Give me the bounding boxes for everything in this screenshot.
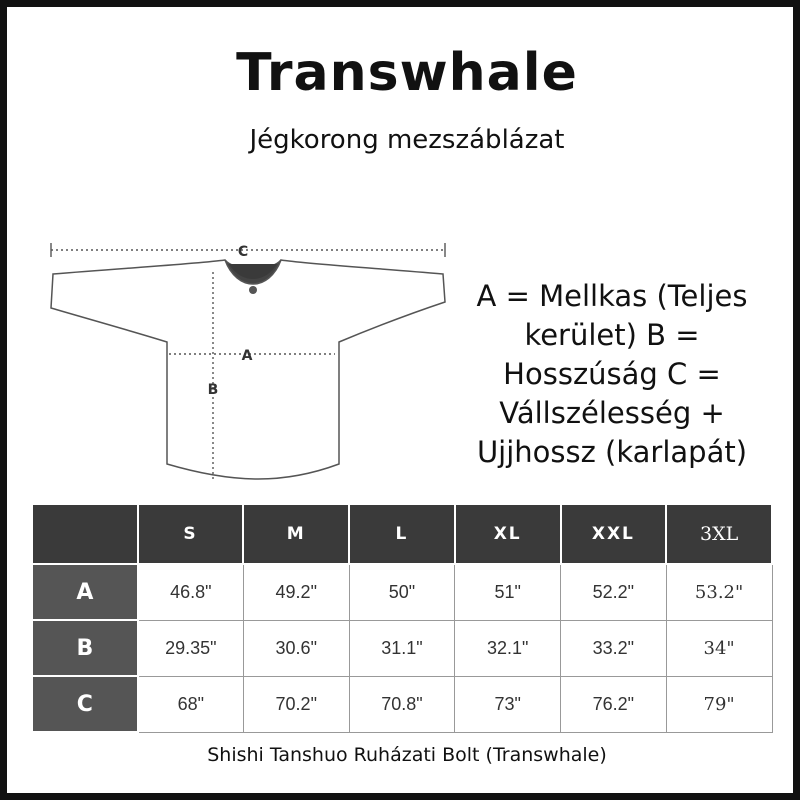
table-row	[32, 676, 772, 732]
header-size-xxl: XXL	[561, 504, 667, 564]
header-size-s: S	[138, 504, 244, 564]
label-b: B	[207, 382, 219, 398]
header-size-m: M	[243, 504, 349, 564]
table-cell: 46.8"	[138, 564, 244, 620]
table-cell: 70.2"	[243, 676, 349, 732]
table-cell: 34"	[666, 620, 772, 676]
table-row	[32, 620, 772, 676]
shop-footer: Shishi Tanshuo Ruházati Bolt (Transwhale)	[207, 744, 607, 766]
header-size-l: L	[349, 504, 455, 564]
table-cell: 30.6"	[243, 620, 349, 676]
chart-subtitle: Jégkorong mezszáblázat	[249, 125, 565, 155]
table-cell: 51"	[455, 564, 561, 620]
jersey-diagram	[45, 232, 455, 494]
table-cell: 76.2"	[561, 676, 667, 732]
table-cell: 73"	[455, 676, 561, 732]
row-label: B	[32, 620, 138, 676]
table-cell: 79"	[666, 676, 772, 732]
brand-title: Transwhale	[236, 43, 578, 103]
table-cell: 33.2"	[561, 620, 667, 676]
header-size-xl: XL	[455, 504, 561, 564]
label-c: C	[237, 244, 249, 260]
table-cell: 49.2"	[243, 564, 349, 620]
table-cell: 32.1"	[455, 620, 561, 676]
table-cell: 31.1"	[349, 620, 455, 676]
measurement-legend: A = Mellkas (Teljes kerület) B = Hosszúság C = Vállszélesség + Ujjhossz (karlapát)	[476, 279, 748, 469]
header-corner	[32, 504, 138, 564]
label-a: A	[241, 348, 253, 364]
size-table	[31, 503, 773, 733]
table-cell: 52.2"	[561, 564, 667, 620]
table-row	[32, 564, 772, 620]
table-cell: 70.8"	[349, 676, 455, 732]
row-label: A	[32, 564, 138, 620]
table-cell: 50"	[349, 564, 455, 620]
table-cell: 53.2"	[666, 564, 772, 620]
table-cell: 68"	[138, 676, 244, 732]
jersey-outline	[51, 260, 445, 479]
table-header-row	[32, 504, 772, 564]
row-label: C	[32, 676, 138, 732]
header-size-3xl: 3XL	[666, 504, 772, 564]
table-cell: 29.35"	[138, 620, 244, 676]
